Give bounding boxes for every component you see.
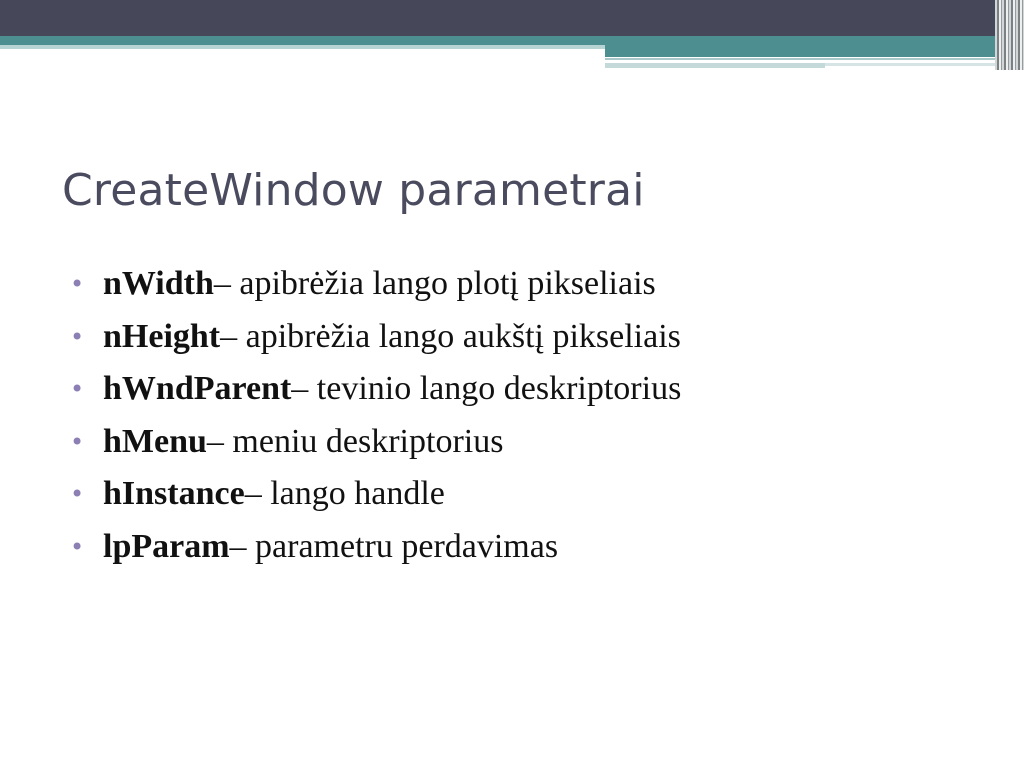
bullet-text: – lango handle — [244, 475, 445, 513]
bullet-text: – parametru perdavimas — [229, 527, 559, 565]
bullet-list — [70, 258, 681, 573]
bullet-term: hInstance — [103, 475, 245, 513]
bullet-term: lpParam — [103, 527, 230, 565]
bullet-icon: • — [70, 532, 85, 561]
slide-title: CreateWindow parametrai — [62, 165, 645, 216]
bullet-term: nHeight — [103, 317, 221, 355]
accent-strip — [0, 36, 1024, 45]
bullet-text: – apibrėžia lango aukštį pikseliais — [220, 317, 681, 355]
bullet-item — [70, 311, 681, 364]
bullet-term: hMenu — [103, 422, 207, 460]
bullet-icon: • — [70, 322, 85, 351]
accent-block — [605, 45, 995, 57]
bullet-icon: • — [70, 480, 85, 509]
header-bar — [0, 0, 1024, 36]
accent-line — [605, 63, 825, 68]
bullet-item — [70, 416, 681, 469]
bullet-item — [70, 258, 681, 311]
bullet-item — [70, 363, 681, 416]
bullet-text: – apibrėžia lango plotį pikseliais — [213, 265, 656, 303]
bullet-text: – meniu deskriptorius — [206, 422, 504, 460]
decorative-stripes — [995, 0, 1024, 70]
bullet-icon: • — [70, 427, 85, 456]
accent-line — [825, 63, 995, 66]
bullet-item — [70, 468, 681, 521]
bullet-item — [70, 521, 681, 574]
bullet-term: nWidth — [103, 265, 214, 303]
accent-line — [605, 58, 995, 60]
bullet-term: hWndParent — [103, 370, 292, 408]
accent-line-left — [0, 45, 605, 49]
bullet-icon: • — [70, 375, 85, 404]
bullet-icon: • — [70, 270, 85, 299]
bullet-text: – tevinio lango deskriptorius — [291, 370, 682, 408]
